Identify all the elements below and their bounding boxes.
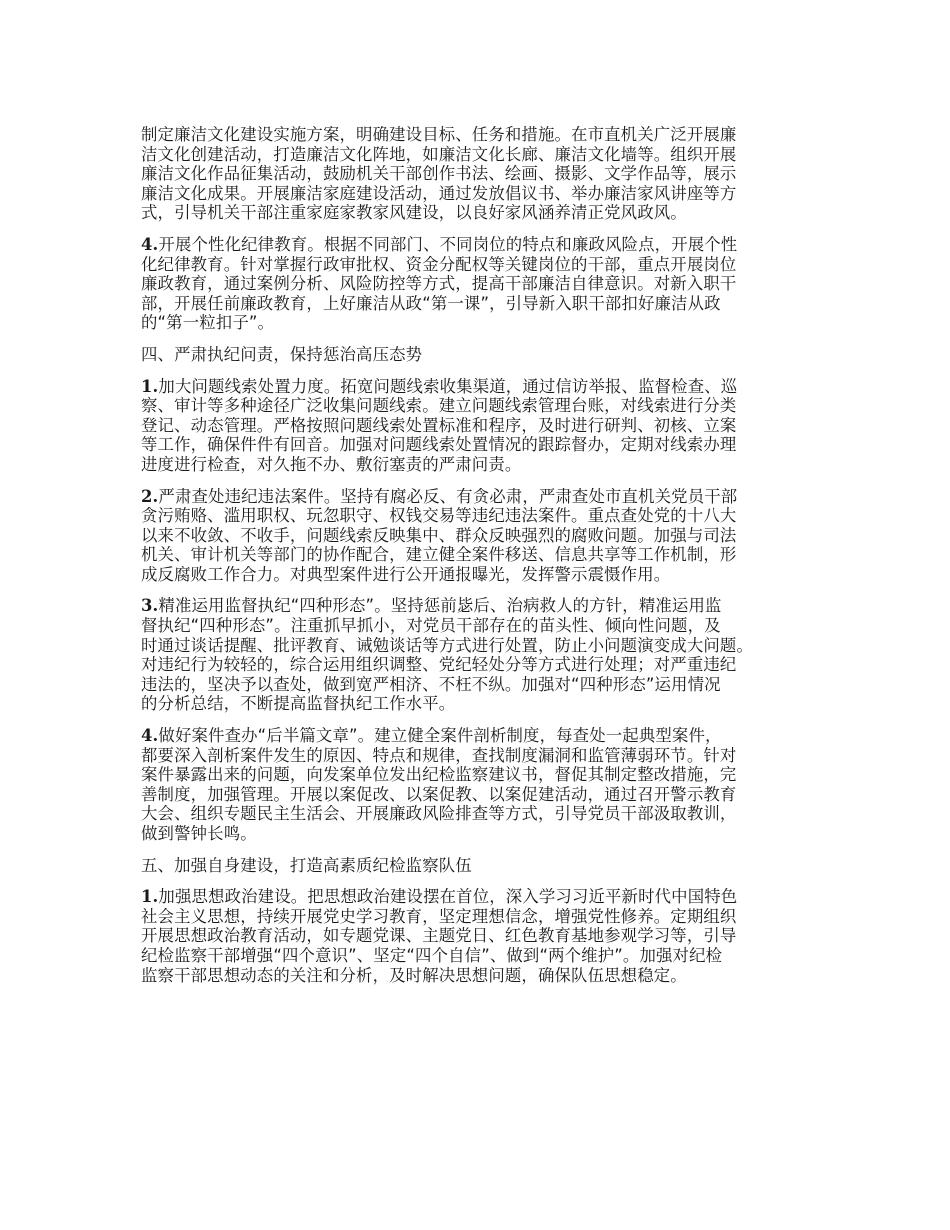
text-line: 都要深入剖析案件发生的原因、特点和规律，查找制度漏洞和监管薄弱环节。针对 [141,745,737,765]
text-line: 成反腐败工作合力。对典型案件进行公开通报曝光，发挥警示震慑作用。 [141,564,671,584]
item-text: 精准运用监督执纪“四种形态”。坚持惩前毖后、治病救人的方针，精准运用监 [158,596,722,616]
item-text: 加强思想政治建设。把思想政治建设摆在首位，深入学习习近平新时代中国特色 [158,887,738,907]
text-line: 察、审计等多种途径广泛收集问题线索。建立问题线索管理台账，对线索进行分类 [141,396,737,416]
text-line: 洁文化创建活动，打造廉洁文化阵地，如廉洁文化长廊、廉洁文化墙等。组织开展 [141,144,737,164]
document-page [141,125,831,997]
text-line: 违法的，坚决予以查处，做到宽严相济、不枉不纵。加强对“四种形态”运用情况 [141,674,721,694]
text-line: 进度进行检查，对久拖不办、敷衍塞责的严肃问责。 [141,454,522,474]
item-number: 1. [141,376,159,396]
text-line: 做到警钟长鸣。 [141,824,257,843]
text-line: 廉政教育，通过案例分析、风险防控等方式，提高干部廉洁自律意识。对新入职干 [141,274,737,294]
text-line: 廉洁文化作品征集活动，鼓励机关干部创作书法、绘画、摄影、文学作品等，展示 [141,164,737,184]
item-number: 1. [141,887,159,907]
text-line: 登记、动态管理。严格按照问题线索处置标准和程序，及时进行研判、初核、立案 [141,415,737,435]
text-line: 开展思想政治教育活动，如专题党课、主题党日、红色教育基地参观学习等，引导 [141,926,737,946]
text-line: 督执纪“四种形态”。注重抓早抓小，对党员干部存在的苗头性、倾向性问题，及 [141,616,721,636]
text-line [141,887,831,907]
text-line [141,487,831,507]
item-text: 加大问题线索处置力度。拓宽问题线索收集渠道，通过信访举报、监督检查、巡 [158,376,738,396]
text-line: 机关、审计机关等部门的协作配合，建立健全案件移送、信息共享等工作机制，形 [141,545,737,565]
text-line: 制定廉洁文化建设实施方案，明确建设目标、任务和措施。在市直机关广泛开展廉 [141,125,737,144]
paragraph-personalized-discipline-education [141,235,831,333]
text-line: 大会、组织专题民主生活会、开展廉政风险排查等方式，引导党员干部汲取教训， [141,804,737,824]
text-line: 廉洁文化成果。开展廉洁家庭建设活动，通过发放倡议书、举办廉洁家风讲座等方 [141,183,737,203]
text-line: 案件暴露出来的问题，向发案单位发出纪检监察建议书，督促其制定整改措施，完 [141,765,737,785]
paragraph-clean-culture [141,125,831,223]
paragraph-political-building [141,887,831,985]
text-line [141,726,831,746]
item-number: 3. [141,596,159,616]
item-text: 严肃查处违纪违法案件。坚持有腐必反、有贪必肃，严肃查处市直机关党员干部 [158,486,738,506]
text-line: 善制度，加强管理。开展以案促改、以案促教、以案促建活动，通过召开警示教育 [141,784,737,804]
text-line: 等工作，确保件件有回音。加强对问题线索处置情况的跟踪督办，定期对线索办理 [141,435,737,455]
text-line: 的“第一粒扣子”。 [141,313,275,333]
text-line: 部，开展任前廉政教育，上好廉洁从政“第一课”，引导新入职干部扣好廉洁从政 [141,293,721,313]
text-line: 社会主义思想，持续开展党史学习教育，坚定理想信念，增强党性修养。定期组织 [141,906,737,926]
paragraph-four-forms [141,596,831,714]
text-line: 化纪律教育。针对掌握行政审批权、资金分配权等关键岗位的干部，重点开展岗位 [141,254,737,274]
section-heading-five: 五、加强自身建设，打造高素质纪检监察队伍 [141,855,472,875]
item-number: 2. [141,486,159,506]
item-number: 4. [141,234,159,254]
text-line [141,377,831,397]
text-line: 监察干部思想动态的关注和分析，及时解决思想问题，确保队伍思想稳定。 [141,965,687,985]
item-number: 4. [141,726,159,746]
text-line: 以来不收敛、不收手，问题线索反映集中、群众反映强烈的腐败问题。加强与司法 [141,525,737,545]
text-line: 的分析总结，不断提高监督执纪工作水平。 [141,694,456,714]
text-line: 纪检监察干部增强“四个意识”、坚定“四个自信”、做到“两个维护”。加强对纪检 [141,945,723,965]
item-text: 做好案件查办“后半篇文章”。建立健全案件剖析制度，每查处一起典型案件， [158,726,722,746]
text-line: 时通过谈话提醒、批评教育、诫勉谈话等方式进行处置，防止小问题演变成大问题。 [141,635,754,655]
text-line: 式，引导机关干部注重家庭家教家风建设，以良好家风涵养清正党风政风。 [141,203,687,223]
item-text: 开展个性化纪律教育。根据不同部门、不同岗位的特点和廉政风险点，开展个性 [158,234,738,254]
text-line [141,235,831,255]
text-line [141,596,831,616]
text-line: 对违纪行为较轻的，综合运用组织调整、党纪轻处分等方式进行处理；对严重违纪 [141,655,737,675]
paragraph-case-followup [141,726,831,844]
paragraph-problem-clues [141,377,831,475]
text-line: 贪污贿赂、滥用职权、玩忽职守、权钱交易等违纪违法案件。重点查处党的十八大 [141,506,737,526]
section-heading-four: 四、严肃执纪问责，保持惩治高压态势 [141,344,423,364]
paragraph-investigate-cases [141,487,831,585]
